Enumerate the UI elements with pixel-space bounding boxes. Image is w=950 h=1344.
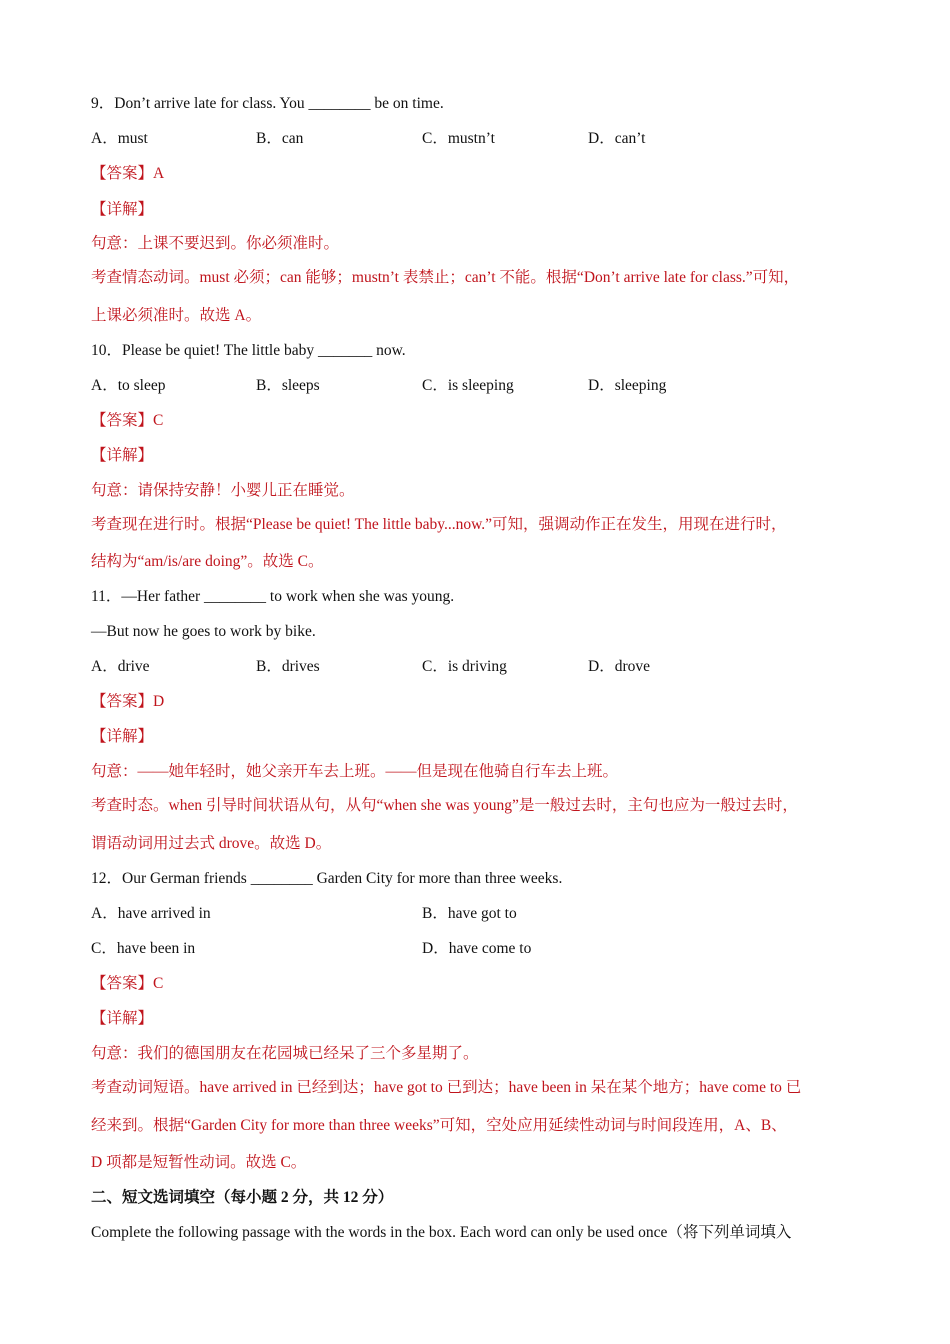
question-10-analysis-1: 考查现在进行时。根据“Please be quiet! The little baby...now.”可知，强调动作正在发生，用现在进行时，: [91, 516, 787, 533]
question-11-option-c: C．is driving: [422, 658, 507, 675]
question-11-stem: 11．—Her father ________ to work when she was young.: [91, 588, 455, 605]
question-9-option-a: A．must: [91, 130, 148, 147]
question-12-answer: 【答案】C: [91, 975, 164, 992]
question-12-option-c: C．have been in: [91, 940, 196, 957]
question-12-option-b: B．have got to: [422, 905, 517, 922]
question-11-meaning: 句意：——她年轻时，她父亲开车去上班。——但是现在他骑自行车去上班。: [91, 763, 619, 780]
question-10-option-d: D．sleeping: [588, 377, 667, 394]
question-11-answer: 【答案】D: [91, 693, 165, 710]
question-11-analysis-1: 考查时态。when 引导时间状语从句，从句“when she was young”是一般过去时，主句也应为一般过去时，: [91, 797, 798, 814]
question-11-stem-reply: —But now he goes to work by bike.: [91, 623, 316, 640]
question-12-detail-label: 【详解】: [91, 1010, 154, 1027]
question-10-analysis-2: 结构为“am/is/are doing”。故选 C。: [91, 553, 324, 570]
question-9-analysis-1: 考查情态动词。must 必须；can 能够；mustn’t 表禁止；can’t 不能。根据“Don’t arrive late for class.”可知，: [91, 269, 800, 286]
question-9-analysis-2: 上课必须准时。故选 A。: [91, 307, 262, 324]
question-9-option-d: D．can’t: [588, 130, 646, 147]
section-instruction: Complete the following passage with the words in the box. Each word can only be used once（将下列单词填入: [91, 1224, 792, 1241]
question-10-meaning: 句意：请保持安静！小婴儿正在睡觉。: [91, 482, 355, 499]
question-9-stem: 9．Don’t arrive late for class. You ________ be on time.: [91, 95, 444, 112]
question-10-detail-label: 【详解】: [91, 447, 154, 464]
question-12-option-d: D．have come to: [422, 940, 532, 957]
question-11-option-b: B．drives: [256, 658, 320, 675]
question-12-meaning: 句意：我们的德国朋友在花园城已经呆了三个多星期了。: [91, 1045, 479, 1062]
question-12-stem: 12．Our German friends ________ Garden City for more than three weeks.: [91, 870, 563, 887]
question-12-option-a: A．have arrived in: [91, 905, 211, 922]
section-heading: 二、短文选词填空（每小题 2 分，共 12 分）: [91, 1189, 394, 1206]
question-12-analysis-2: 经来到。根据“Garden City for more than three weeks”可知，空处应用延续性动词与时间段连用，A、B、: [91, 1117, 787, 1134]
question-10-option-a: A．to sleep: [91, 377, 166, 394]
question-9-option-c: C．mustn’t: [422, 130, 495, 147]
question-9-detail-label: 【详解】: [91, 201, 154, 218]
question-12-analysis-1: 考查动词短语。have arrived in 已经到达；have got to 已到达；have been in 呆在某个地方；have come to 已: [91, 1079, 802, 1096]
question-10-stem: 10．Please be quiet! The little baby _______ now.: [91, 342, 406, 359]
question-10-answer: 【答案】C: [91, 412, 164, 429]
question-9-option-b: B．can: [256, 130, 304, 147]
question-11-detail-label: 【详解】: [91, 728, 154, 745]
question-11-option-a: A．drive: [91, 658, 150, 675]
question-10-option-b: B．sleeps: [256, 377, 320, 394]
question-9-answer: 【答案】A: [91, 165, 165, 182]
question-11-analysis-2: 谓语动词用过去式 drove。故选 D。: [91, 835, 332, 852]
question-9-meaning: 句意：上课不要迟到。你必须准时。: [91, 235, 340, 252]
question-11-option-d: D．drove: [588, 658, 650, 675]
question-10-option-c: C．is sleeping: [422, 377, 514, 394]
question-12-analysis-3: D 项都是短暂性动词。故选 C。: [91, 1154, 307, 1171]
